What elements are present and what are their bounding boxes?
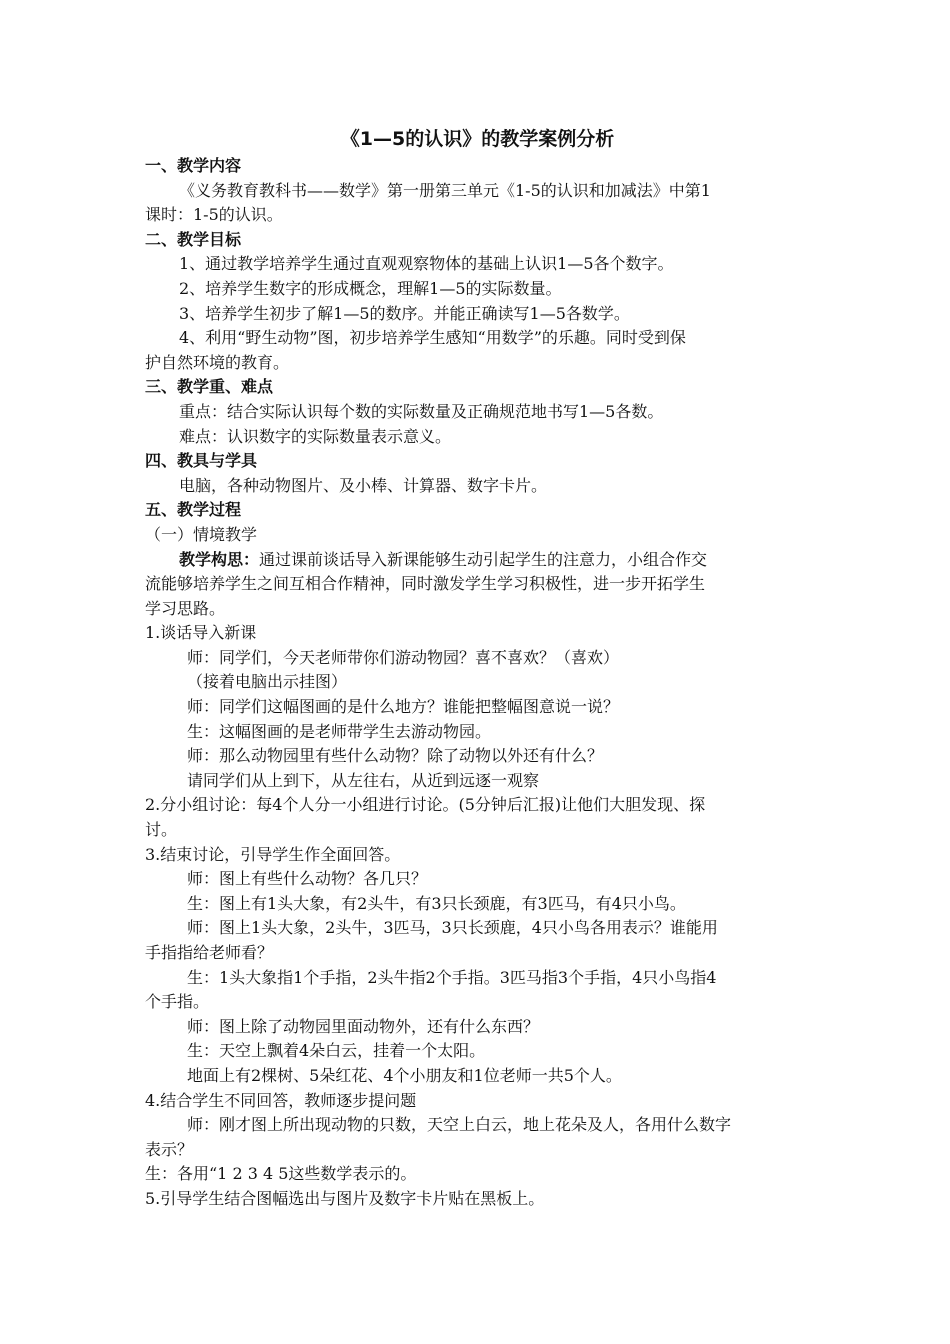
heading-teaching-content: 一、教学内容 <box>145 156 242 175</box>
dialogue-line: 请同学们从上到下，从左往右，从近到远逐一观察 <box>187 770 540 790</box>
paragraph-line: 课时：1-5的认识。 <box>145 205 283 225</box>
dialogue-line: 师：同学们这幅图画的是什么地方？谁能把整幅图意说一说？ <box>187 697 620 717</box>
paragraph-line: 学习思路。 <box>145 598 226 618</box>
step-4: 4.结合学生不同回答，教师逐步提问题 <box>145 1090 417 1110</box>
step-2-cont: 讨。 <box>145 820 178 840</box>
dialogue-line-cont: 手指指给老师看？ <box>145 943 274 962</box>
goal-item: 3、培养学生初步了解1—5的数序。并能正确读写1—5各数学。 <box>179 303 630 323</box>
goal-item-cont: 护自然环境的教育。 <box>145 352 290 372</box>
goal-item: 1、通过教学培养学生通过直观观察物体的基础上认识1—5各个数字。 <box>179 254 674 274</box>
goal-item: 4、利用“野生动物”图，初步培养学生感知“用数学”的乐趣。同时受到保 <box>179 328 686 348</box>
step-3: 3.结束讨论，引导学生作全面回答。 <box>145 844 401 864</box>
document-page <box>145 124 810 1212</box>
dialogue-line: 生：1头大象指1个手指，2头牛指2个手指。3匹马指3个手指，4只小鸟指4 <box>187 967 717 987</box>
step-5: 5.引导学生结合图幅选出与图片及数字卡片贴在黑板上。 <box>145 1188 545 1208</box>
difficult-point: 难点：认识数字的实际数量表示意义。 <box>179 426 452 446</box>
design-paragraph <box>145 548 810 573</box>
goal-item: 2、培养学生数字的形成概念，理解1—5的实际数量。 <box>179 278 562 298</box>
dialogue-line: 生：各用“1 2 3 4 5这些数学表示的。 <box>145 1164 417 1184</box>
design-label: 教学构思： <box>179 549 260 569</box>
step-1: 1.谈话导入新课 <box>145 623 257 643</box>
dialogue-line: 师：同学们，今天老师带你们游动物园？喜不喜欢？（喜欢） <box>187 647 620 667</box>
dialogue-line: 生：天空上飘着4朵白云，挂着一个太阳。 <box>187 1041 486 1061</box>
dialogue-line: 地面上有2棵树、5朵红花、4个小朋友和1位老师一共5个人。 <box>187 1065 622 1085</box>
dialogue-line: 师：那么动物园里有些什么动物？除了动物以外还有什么？ <box>187 746 604 766</box>
dialogue-line-cont: 个手指。 <box>145 992 210 1012</box>
dialogue-line: 师：图上1头大象，2头牛，3匹马，3只长颈鹿，4只小鸟各用表示？谁能用 <box>187 918 718 938</box>
paragraph-line: 流能够培养学生之间互相合作精神，同时激发学生学习积极性，进一步开拓学生 <box>145 574 706 594</box>
heading-key-points: 三、教学重、难点 <box>145 377 274 397</box>
paragraph-line: 《义务教育教科书——数学》第一册第三单元《1-5的认识和加减法》中第1 <box>179 180 711 200</box>
dialogue-line: 师：刚才图上所出现动物的只数，天空上白云，地上花朵及人，各用什么数字 <box>187 1115 732 1135</box>
document-title: 《1—5的认识》的教学案例分析 <box>340 128 615 150</box>
heading-teaching-aids: 四、教具与学具 <box>145 451 258 471</box>
dialogue-line: 生：图上有1头大象，有2头牛，有3只长颈鹿，有3匹马，有4只小鸟。 <box>187 893 686 913</box>
dialogue-line: 生：这幅图画的是老师带学生去游动物园。 <box>187 721 492 741</box>
design-text: 通过课前谈话导入新课能够生动引起学生的注意力，小组合作交 <box>259 549 708 569</box>
heading-teaching-goals: 二、教学目标 <box>145 229 242 249</box>
dialogue-line: （接着电脑出示挂图） <box>187 672 348 692</box>
subheading-situation: （一）情境教学 <box>145 524 258 544</box>
dialogue-line-cont: 表示？ <box>145 1139 194 1159</box>
dialogue-line: 师：图上有些什么动物？各几只？ <box>187 869 428 889</box>
dialogue-line: 师：图上除了动物园里面动物外，还有什么东西？ <box>187 1016 540 1036</box>
step-2: 2.分小组讨论：每4个人分一小组进行讨论。(5分钟后汇报)让他们大胆发现、探 <box>145 795 706 815</box>
heading-teaching-process: 五、教学过程 <box>145 500 242 520</box>
key-point: 重点：结合实际认识每个数的实际数量及正确规范地书写1—5各数。 <box>179 401 664 421</box>
teaching-aids-text: 电脑，各种动物图片、及小棒、计算器、数字卡片。 <box>179 475 548 495</box>
